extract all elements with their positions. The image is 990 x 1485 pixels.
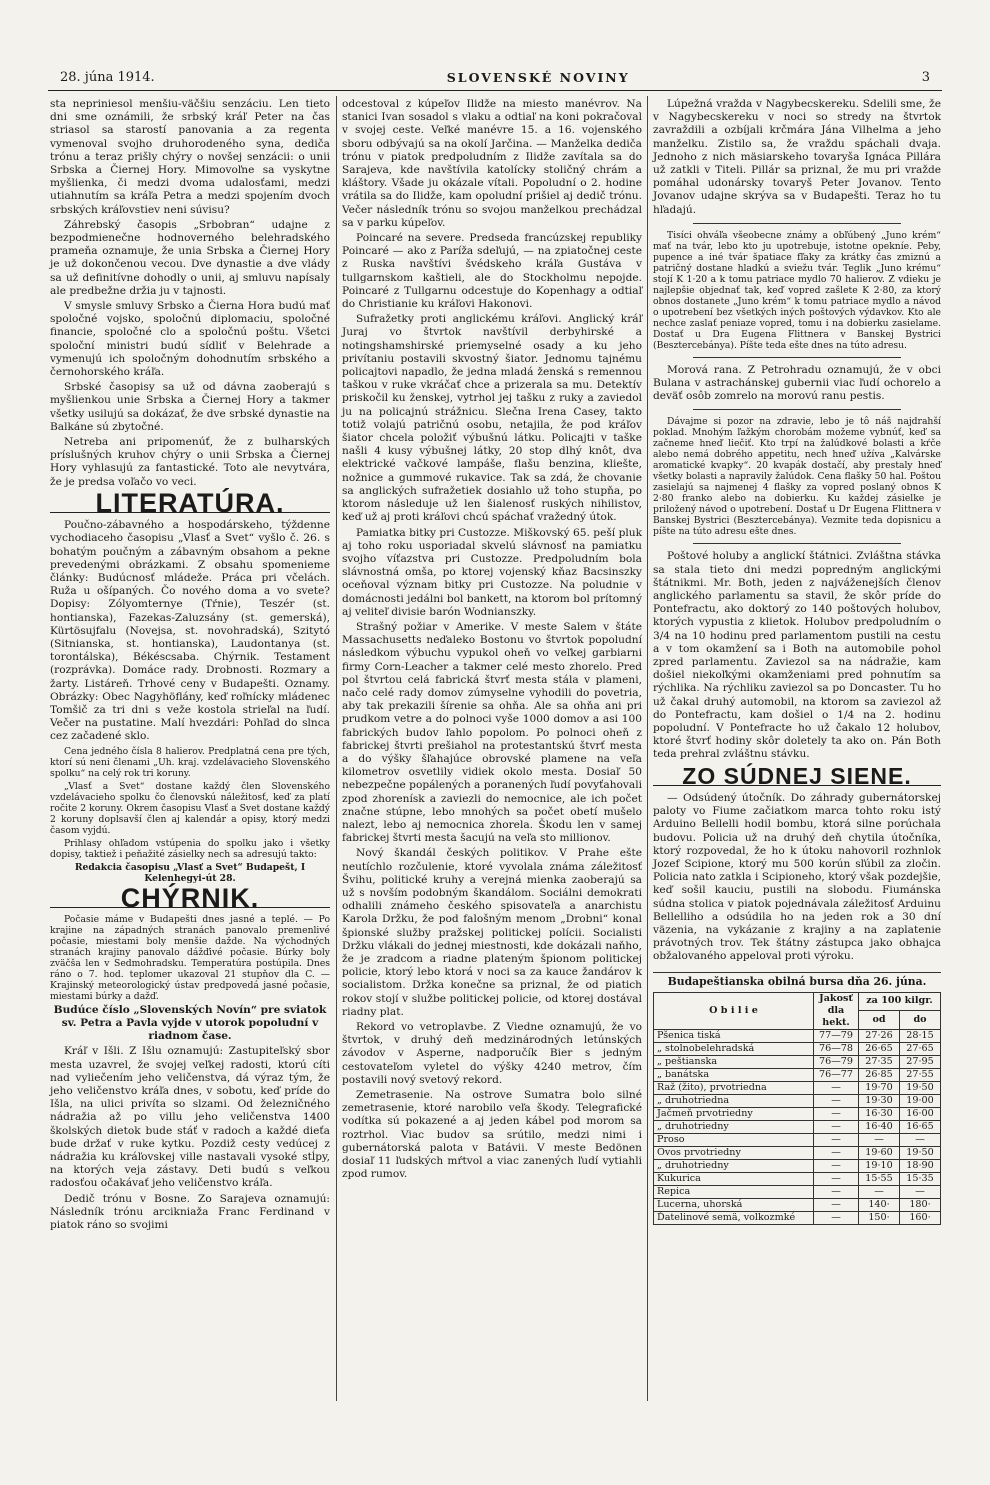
price-from: 27·26: [859, 1029, 900, 1042]
article-paragraph: Zemetrasenie. Na ostrove Sumatra bolo silné zemetrasenie, ktoré narobilo veľa škody. Telegrafické vodítka sú pokazené a aj jeden kábel pod morom sa roztrhol. Viac budov sa srútilo, medzi nimi i gubernátorská palota v Batávii. V meste Bedönen dosiaľ 11 ľudských mŕtvol a viac zanených ľudí vytiahli zpod rumov.: [342, 1089, 642, 1181]
quality: 76—79: [814, 1055, 859, 1068]
table-row: [654, 1120, 941, 1133]
grain-name: Pšenica tiská: [654, 1029, 814, 1042]
article-paragraph: Dedič trónu v Bosne. Zo Sarajeva oznamujú: Následník trónu arcikniaža Franc Ferdinand v piatok ráno so svojimi: [50, 1192, 330, 1231]
table-row: [654, 1107, 941, 1120]
article-paragraph: sta nepriniesol menšiu-väčšiu senzáciu. Len tieto dni sme oznámili, že srbský kráľ Peter na čas striasol sa starostí panovania a za regenta vymenoval svojho druhorodeného syna, dediča trónu a teraz prišly chýry o novšej senzácii: o unii Srbska a Čiernej Hory. Mimovoľne sa vyskytne myšlienka, či medzi dvoma udalosťami, medzi utiahnutím sa kráľa Petra a medzi spojením dvoch srbských kráľovstiev neni súvisu?: [50, 98, 330, 216]
price-from: 19·10: [859, 1159, 900, 1172]
article-paragraph: Poučno-zábavného a hospodárskeho, týždenne vychodiaceho časopisu „Vlasť a Svet“ vyšlo č. 26. s bohatým poučným a zábavným obsahom a pekne prevedenými obrázkami. Z obsahu spomenieme články: Budúcnosť mládeže. Práca pri včelách. Ruža u ošípaných. Čo nového doma a vo svete? Dopisy: Zólyomternye (Tŕnie), Teszér (st. hontianska), Fazekas-Zaluzsány (st. gemerská), Kürtösujfalu (Novejsa, st. novohradská), Szitytó (Sitnianska, st. hontianska), Laudontanya (st. torontálska), Békéscsaba. Chýrnik. Testament (rozprávka). Domáce rady. Drobnosti. Rozmary a žarty. Listáreň. Trhové ceny v Budapešti. Oznamy. Obrázky: Obec Nagyhöflány, keď roľnícky mládenec Tomšič za tri dni s veže kostola strieľal na ľudí. Večer na pustatine. Malí hvezdári: Pohľad do slnca cez začadené sklo.: [50, 519, 330, 743]
bursa-title: Budapeštianska obilná bursa dňa 26. júna.: [653, 972, 941, 988]
quality: —: [814, 1211, 859, 1224]
advertisement: Tisíci ohváľa všeobecne známy a obľúbený „Juno krém“ mať na tvár, lebo kto ju upotrebuje, istotne opekníe. Peby, pupence a iné tvár špatiace fľaky za krátky čas zmiznú a patričný dostane hladkú a sviežu tvár. Teglik „Juno krému“ stojí K 1·20 a k tomu patriace mydlo 70 halierov. Z vdieku je najlepšie objednať tak, keď vopred zašlete K 2·80, za ktorý obnos dostanete „Juno krém“ k tomu patriace mydlo a návod o upotrebení bez všetkých iných poštových výdavkov. Kto ale nechce zaslať peniaze vopred, tomu i na dobierku zasielame. Dostať u Dra Eugena Flittnera v Banskej Bystrici (Besztercebánya). Píšte teda ešte dnes na túto adresu.: [653, 229, 941, 351]
article-paragraph: Záhrebský časopis „Srbobran“ udajne z bezpodmienečne hodnoverného belehradského prameňa oznamuje, že unia Srbska a Čiernej Hory je už dokončenou vecou. Dve dynastie a dve vlády sa už definitívne dohodly o unii, aj smluvu napísaly ale predbežne držia ju v tajnosti.: [50, 218, 330, 297]
table-row: [654, 1211, 941, 1224]
price-from: 16·30: [859, 1107, 900, 1120]
article-paragraph: Kráľ v Išli. Z Išlu oznamujú: Zastupiteľský sbor mesta uzavrel, že svojej veľkej radosti, ktorú cíti nad vyliečením jeho veličenstva, dá výraz tým, že jeho veličenstvo kráľa dnes, v sobotu, keď príde do Išla, na ulici privíta so slzami. Od železničného nádražia až po villu jeho veličenstva 1400 školských dietok bude stáť v radoch a každé dieťa bude držať v ruke kytku. Pozdiž cesty vedúcej z nádražia ku kráľovskej ville nastavali vysoké stĺpy, na ktorých veja zástavy. Deti budú s veľkou radosťou očakávať jeho veličenstvo kráľa.: [50, 1045, 330, 1190]
grain-name: Jačmeň prvotriedny: [654, 1107, 814, 1120]
page-number: 3: [921, 69, 930, 85]
column-divider: [647, 96, 648, 1401]
column-right: [653, 98, 941, 1225]
section-heading-literatura: LITERATÚRA.: [50, 497, 330, 513]
price-to: 19·00: [900, 1094, 941, 1107]
price-to: 27·65: [900, 1042, 941, 1055]
column-header: od: [859, 1011, 900, 1030]
article-paragraph: Poštové holuby a anglickí štátnici. Zvláštna stávka sa stala tieto dni medzi popredným anglickými štátnikmi. Mr. Both, jeden z najváženejších členov anglického parlamentu sa stavil, že skôr príde do Pontefractu, ako doktorý zo 140 poštových holubov, ktorých vypustia z klietok. Holubov predpoludním o 3/4 na 10 hodinu pred parlamentom pustili na cestu a v tom okamžení sa i Both na automobile pohol zpred parlamentu. Zaviezol sa na nádražie, kam došiel niekoľkými okamženiami pred pohnutím sa rýchlika. Na rýchliku zaviezol sa po Doncaster. Tu ho už čakal druhý automobil, na ktorom sa zaviezol až do Pontefractu, kam došiel o 1/4 na 2. hodinu popoludní. V Pontefracte ho už čakalo 12 holubov, ktoré štvrť hodiny skôr doletely ta ako on. Pán Both teda prehral zvláštnu stávku.: [653, 550, 941, 761]
quality: 76—78: [814, 1042, 859, 1055]
article-paragraph: V smysle smluvy Srbsko a Čierna Hora budú mať spoločné vojsko, spoločnú diplomaciu, spoločné financie, spoločné clo a spoločnú poštu. Všetci spoloční ministri budú sídliť v Belehrade a vymenujú ich spoločným dohodnutím srbského a černohorského kráľa.: [50, 300, 330, 379]
article-paragraph: odcestoval z kúpeľov Ilidže na miesto manévrov. Na stanici Ivan sosadol s vlaku a odtiaľ na koni pokračoval v svojej ceste. Veľké manévre 15. a 16. vojenského sboru odbývajú sa na okolí Jarčina. — Manželka dediča trónu v piatok predpoludním z Ilidže zavítala sa do Sarajeva, kde navštívila katolícky stoličný chrám a kláštory. Všade ju okázale vítali. Popoludní o 2. hodine vrátila sa do Ilidže, kam opoludní prišiel aj dedič trónu. Večer následník trónu so svojou manželkou prechádzal sa v parku kúpeľov.: [342, 98, 642, 229]
price-to: 18·90: [900, 1159, 941, 1172]
table-row: [654, 1133, 941, 1146]
column-header: Jakosť dla hekt.: [814, 992, 859, 1029]
price-from: —: [859, 1133, 900, 1146]
small-notice: Cena jedného čísla 8 halierov. Predplatná cena pre tých, ktorí sú neni členami „Uh. kraj. vzdelávacieho Slovenského spolku“ na celý rok tri koruny.: [50, 745, 330, 779]
price-from: 26·85: [859, 1068, 900, 1081]
price-from: 19·60: [859, 1146, 900, 1159]
weather-report: Počasie máme v Budapešti dnes jasné a teplé. — Po krajine na západných stranách panovalo premenlivé počasie, miestami boly menšie dažde. Na východných stranách krajiny panovalo dážďivé počasie. Búrky boly zväčša len v Sedmohradsku. Temperatúra postúpila. Dnes ráno o 7. hod. teplomer ukazoval 21 stupňov dla C. — Krajinský meteorologický ústav predpovedá jasné počasie, miestami búrky a dažď.: [50, 913, 330, 1002]
price-to: 19·50: [900, 1081, 941, 1094]
quality: —: [814, 1159, 859, 1172]
grain-name: „ druhotriedny: [654, 1159, 814, 1172]
grain-name: Proso: [654, 1133, 814, 1146]
price-to: 28·15: [900, 1029, 941, 1042]
advertisement: Dávajme si pozor na zdravie, lebo je tô náš najdrahší poklad. Mnohým ľažkým chorobám možeme vybnúť, keď sa začneme hneď liečiť. Kto trpí na žalúdkové bolasti a kŕče alebo nemá dobrého appetitu, nech hneď užíva „Kalvárske aromatické kvapky“. 20 kvapák dostačí, aby prestaly hneď všetky bolasti a napravily žalúdok. Cena flašky 50 hal. Poštou zasielajú sa najmenej 4 flašky za vopred poslaný obnos K 2·80 franko alebo na dobierku. Ku každej zásielke je priložený návod o upotrebení. Dostať u Dr Eugena Flittnera v Banskej Bystrici (Besztercebánya). Vezmite teda dopisnicu a píšte na túto adresu ešte dnes.: [653, 416, 941, 538]
section-heading-chyrnik: CHÝRNIK.: [50, 892, 330, 908]
divider: [693, 543, 901, 544]
quality: —: [814, 1185, 859, 1198]
issue-date: 28. júna 1914.: [60, 69, 155, 85]
page-header: [60, 66, 930, 88]
price-to: —: [900, 1185, 941, 1198]
quality: —: [814, 1133, 859, 1146]
column-header: do: [900, 1011, 941, 1030]
grain-price-table: [653, 992, 941, 1225]
article-paragraph: Srbské časopisy sa už od dávna zaoberajú s myšlienkou unie Srbska a Čiernej Hory a takmer všetky usilujú sa dokázať, že dve srbské dynastie na Balkáne sú zbytočné.: [50, 381, 330, 433]
grain-name: Repica: [654, 1185, 814, 1198]
editorial-address: Redakcia časopisu „Vlasť a Svet“ Budapešt, I Kelenhegyi-út 28.: [74, 861, 306, 884]
grain-name: Kukurica: [654, 1172, 814, 1185]
price-to: 160·: [900, 1211, 941, 1224]
article-paragraph: Poincaré na severe. Predseda francúzskej republiky Poincaré — ako z Paríža sdeľujú, — na zpiatočnej ceste z Ruska navštívi švédskeho kráľa Gustáva v tullgarnskom kaštieli, ale do Stockholmu nepojde. Poincaré z Tullgarnu odcestuje do Kopenhagy a odtiaľ do Christianie ku kráľovi Hakonovi.: [342, 232, 642, 311]
grain-name: „ peštianska: [654, 1055, 814, 1068]
table-row: [654, 1042, 941, 1055]
grain-name: „ banátska: [654, 1068, 814, 1081]
article-paragraph: — Odsúdený útočník. Do záhrady gubernátorskej paloty vo Fiume začiatkom marca tohto roku istý Arduino Bellelli hodil bombu, ktorá silne porúchala budovu. Policia už na druhý deň chytila útočníka, ktorý rozpovedal, že ho k útoku nahovoril rozhnlok Jozef Scipione, ktorý mu 500 korún sľúbil za zločin. Policia nato zatkla i Scipioneho, ktorý však pozdejšie, keď sošil kauciu, pustili na slobodu. Fiumánska súdna stolica v piatok pojednávala záležitosť Arduinu Bellelliho a odsúdila ho na jeden rok a 30 dní väzenia, na vykázanie z krajiny a na zaplatenie právotných trov. Tek štátny zástupca jako obhajca obžalovaného appeloval proti výroku.: [653, 791, 941, 963]
article-paragraph: Sufražetky proti anglickému kráľovi. Anglický kráľ Juraj vo štvrtok navštívil derbyhirské a notingshamshirské priemyselné osady a ku jeho privítaniu postavili skvostný šiator. Jednomu tajnému policajtovi napadlo, že jedna mladá ženská s remennou taškou v ruke vkráčať chce a prizerala sa mu. Detektív priskočil ku ženskej, vytrhol jej tašku z ruky a zaviedol ju na policajnú strážnicu. Slečna Irena Casey, takto totiž volajú patričnú osobu, netajila, že pod kráľov šiator chcela položiť výbušnú látku. Policajti v taške našli 4 kusy výbušnej látky, 20 stop dlhý knôt, dva elektrické vačkové lampáše, flašu benzina, kliešte, nožnice a gummové rukavice. Tak sa zdá, že chovanie sa anglických sufražetiek dosiahlo už toho stupňa, po ktorom následuje už len šialenosť ruských nihilistov, keď už aj proti kráľovi chcú spáchať vražedný útok.: [342, 313, 642, 524]
article-paragraph: Strašný požiar v Amerike. V meste Salem v štáte Massachusetts neďaleko Bostonu vo štvrtok popoludní následkom výbuchu vypukol oheň vo veľkej garbiarni firmy Corn-Leacher a takmer celé mesto zhorelo. Pred pol štvrtou celá fabrická štvrť mesta stála v plameni, načo celé rady domov zúmyselne vyhodili do povetria, aby tak prekazili šírenie sa ohňa. Ale sa ohňa ani pri prudkom vetre a do polnoci vyše 1000 domov a asi 100 fabrických budov ľahlo popolom. Po polnoci oheň z fabrickej štvrti prešiahol na protestantskú štvrť mesta a do výšky šľahajúce obrovské plamene na veľa kilometrov osvetlily vidiek okolo mesta. Dosiaľ 50 nebezpečne popálených a poranených ľudí povyťahovali zpod zhorenísk a zaviezli do nemocnice, ale ich počet značne stúpne, lebo mnohých sa počet obetí mušelo nalezt, lebo aj nemocnica zhorela. Škodu len v samej fabrickej štvrti mesta šacujú na veľa sto millionov.: [342, 620, 642, 845]
column-header: O b i l i e: [654, 992, 814, 1029]
price-to: —: [900, 1133, 941, 1146]
price-from: 140·: [859, 1198, 900, 1211]
article-paragraph: Netreba ani pripomenúť, že z bulharských príslušných kruhov chýry o unii Srbska a Čiernej Hory vyhlasujú za fantastické. Toto ale nevytvára, že je predsa voľačo vo veci.: [50, 436, 330, 488]
price-to: 16·65: [900, 1120, 941, 1133]
newspaper-title: SLOVENSKÉ NOVINY: [446, 69, 630, 85]
column-divider: [336, 96, 337, 1401]
price-from: 16·40: [859, 1120, 900, 1133]
grain-name: Ďatelinové semä, volkozmké: [654, 1211, 814, 1224]
small-notice: Prihlasy ohľadom vstúpenia do spolku jako i všetky dopisy, taktiež i peňažité zásielky nech sa adresujú takto:: [50, 837, 330, 860]
article-paragraph: Rekord vo vetroplavbe. Z Viedne oznamujú, že vo štvrtok, v druhý deň medzinárodných letúnských závodov v Asperne, nadporučík Bier s jedným cestovateľom vyletel do výšky 4240 metrov, čím postavili nový svetový rekord.: [342, 1021, 642, 1086]
table-row: [654, 1185, 941, 1198]
quality: 77—79: [814, 1029, 859, 1042]
grain-name: „ druhotriedna: [654, 1094, 814, 1107]
table-row: [654, 1068, 941, 1081]
quality: —: [814, 1198, 859, 1211]
quality: 76—77: [814, 1068, 859, 1081]
divider: [693, 409, 901, 410]
section-heading-court: ZO SÚDNEJ SIENE.: [653, 770, 941, 786]
quality: —: [814, 1120, 859, 1133]
column-middle: [342, 98, 642, 1183]
article-paragraph: Pamiatka bitky pri Custozze. Miškovský 65. peší pluk aj toho roku usporiadal skvelú slávnosť na pamiatku svojho víťazstva pri Custozze. Predpoludním bola slávnostná omša, po ktorej vojenský kňaz Bacsinszky oceňoval význam bitky pri Custozze. Na poludnie v domácnosti jedálni bol bankett, na ktorom bol prítomný aj veliteľ divisie barón Wodnianszky.: [342, 526, 642, 618]
table-row: [654, 1029, 941, 1042]
table-row: [654, 1094, 941, 1107]
table-row: [654, 1172, 941, 1185]
table-row: [654, 1159, 941, 1172]
small-notice: „Vlasť a Svet“ dostane každý člen Slovenského vzdelávacieho spolku čo členovskú náležitosť, keď za platí ročite 2 koruny. Okrem časopisu Vlasť a Svet dostane každý 2 koruny doplsavší člen aj kalendár a opisy, ktorý medzi časom vyjdú.: [50, 780, 330, 836]
grain-name: Lucerna, uhorská: [654, 1198, 814, 1211]
grain-name: „ stolnobelehradská: [654, 1042, 814, 1055]
table-row: [654, 1198, 941, 1211]
grain-name: „ druhotriedny: [654, 1120, 814, 1133]
divider: [693, 223, 901, 224]
price-to: 15·35: [900, 1172, 941, 1185]
divider: [693, 357, 901, 358]
price-to: 180·: [900, 1198, 941, 1211]
price-from: 19·70: [859, 1081, 900, 1094]
price-to: 16·00: [900, 1107, 941, 1120]
quality: —: [814, 1172, 859, 1185]
grain-name: Raž (žito), prvotriedna: [654, 1081, 814, 1094]
price-to: 19·50: [900, 1146, 941, 1159]
article-paragraph: Lúpežná vražda v Nagybecskereku. Sdelili sme, že v Nagybecskereku v noci so stredy na štvrtok zavraždili a ozbíjali krčmára Jána Vilhelma a jeho manželku. Zistilo sa, že vraždu spáchali dvaja. Jednoho z nich mäsiarskeho tovaryša Ignáca Pillára už zatkli v Titeli. Pillár sa priznal, že mu pri vražde pomáhal udonársky tovaryš Peter Jovanov. Tento Jovanov udajne skrýva sa v Budapešti. Teraz ho tu hľadajú.: [653, 98, 941, 216]
publication-notice: Budúce číslo „Slovenských Novín“ pre sviatok sv. Petra a Pavla vyjde v utorok popoludní v riadnom čase.: [53, 1003, 327, 1043]
price-to: 27·55: [900, 1068, 941, 1081]
quality: —: [814, 1107, 859, 1120]
price-from: 19·30: [859, 1094, 900, 1107]
table-row: [654, 1146, 941, 1159]
price-from: 27·35: [859, 1055, 900, 1068]
quality: —: [814, 1081, 859, 1094]
grain-name: Ovos prvotriedny: [654, 1146, 814, 1159]
quality: —: [814, 1094, 859, 1107]
column-left: [50, 98, 330, 1234]
quality: —: [814, 1146, 859, 1159]
article-paragraph: Nový škandál českých politikov. V Prahe ešte neutíchlo rozčulenie, ktoré vyvolala známa záležitosť Švihu, politické kruhy a verejná mienka zaoberajú sa už s novším podobným škandálom. Sociálni demokrati odhalili známeho českého spisovateľa a anarchistu Karola Držku, že pod falošným menom „Drobni“ konal špionské služby pražskej politickej polícii. Socialisti Držku vlákali do jednej miestnosti, kde dokázali naňho, že je zradcom a riadne plateným špionom politickej policie, ktorý lebo ktorá v noci sa za kauce žandárov k socialistom. Držka konečne sa priznal, že od piatich rokov stojí v službe politickej policie, od ktorej dostával riadny plat.: [342, 847, 642, 1018]
price-from: 15·55: [859, 1172, 900, 1185]
table-row: [654, 1081, 941, 1094]
article-paragraph: Morová rana. Z Petrohradu oznamujú, že v obci Bulana v astrachánskej gubernii viac ľudí ochorelo a deväť osôb zomrelo na morovú ranu pestis.: [653, 363, 941, 403]
price-from: 150·: [859, 1211, 900, 1224]
header-rule: [48, 90, 942, 91]
price-from: 26·65: [859, 1042, 900, 1055]
table-row: [654, 1055, 941, 1068]
price-to: 27·95: [900, 1055, 941, 1068]
price-from: —: [859, 1185, 900, 1198]
column-header: za 100 kilgr.: [859, 992, 941, 1011]
